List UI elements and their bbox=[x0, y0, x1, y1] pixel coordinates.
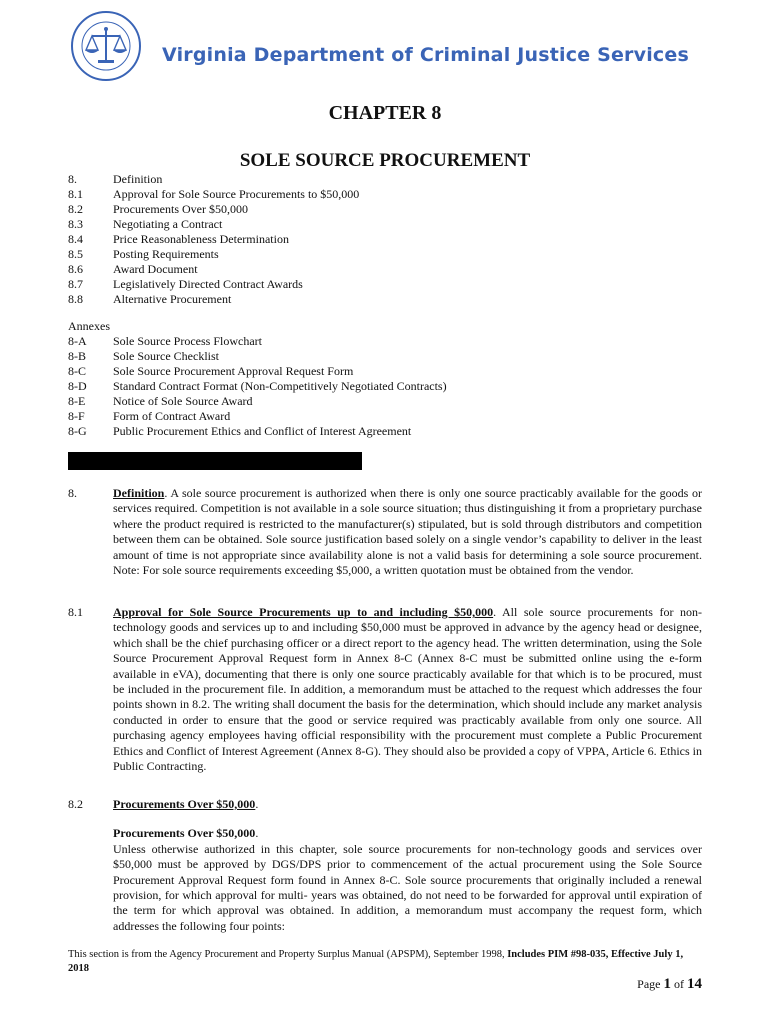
annex-number: 8-A bbox=[68, 334, 87, 348]
table-of-contents bbox=[68, 172, 359, 307]
toc-label: Procurements Over $50,000 bbox=[113, 202, 248, 216]
toc-label: Approval for Sole Source Procurements to $50,000 bbox=[113, 187, 360, 201]
toc-label: Price Reasonableness Determination bbox=[113, 232, 289, 246]
dcjs-seal-logo bbox=[70, 10, 142, 82]
toc-item bbox=[68, 277, 359, 292]
section-number: 8. bbox=[68, 486, 77, 500]
toc-label: Posting Requirements bbox=[113, 247, 219, 261]
toc-label: Definition bbox=[113, 172, 163, 186]
footer-text: This section is from the Agency Procurement and Property Surplus Manual (APSPM), September 1998, bbox=[68, 949, 508, 960]
annex-label: Sole Source Checklist bbox=[113, 349, 219, 363]
annex-item bbox=[68, 334, 447, 349]
toc-number: 8.1 bbox=[68, 187, 83, 201]
section-text: Unless otherwise authorized in this chapter, sole source procurements for non-technology goods and services over $50,000 must be approved by DGS/DPS prior to commencement of the actual procurement using the Sole Source Procurement Approval Request form found in Annex 8-C. Sole source procurements that originally included a renewal provision, for which approval for multi- years was obtained, do not need to be forwarded for approval until expiration of the term for which approval was obtained. In addition, a memorandum must accompany the request form, which addresses the following four points: bbox=[113, 841, 702, 933]
annex-number: 8-E bbox=[68, 394, 86, 408]
toc-number: 8.6 bbox=[68, 262, 83, 276]
annex-label: Notice of Sole Source Award bbox=[113, 394, 253, 408]
section-body bbox=[113, 486, 702, 578]
section-subheading-suffix: . bbox=[255, 826, 259, 841]
redaction-bar bbox=[68, 452, 362, 470]
annex-item bbox=[68, 409, 447, 424]
section-heading: Approval for Sole Source Procurements up to and including $50,000 bbox=[113, 605, 494, 619]
toc-item bbox=[68, 262, 359, 277]
section-over-50000 bbox=[68, 797, 702, 934]
annex-number: 8-C bbox=[68, 364, 86, 378]
section-text: . A sole source procurement is authorized when there is only one source practicably available for the goods or services required. Competition is not available in a sole source situation; thus distinguishing it from a proprietary purchase where the product required is restricted to the manufacturer(s) stipulated, but is sold through distributors and competition between them can be obtained. Sole source justification based solely on a single vendor’s capability to deliver in the least amount of time is not appropriate since availability alone is not a valid basis for determining a sole source procurement. Note: For sole source requirements exceeding $5,000, a written quotation must be obtained from the vendor. bbox=[113, 486, 702, 578]
annex-item bbox=[68, 364, 447, 379]
section-definition bbox=[68, 486, 702, 578]
annex-item bbox=[68, 424, 447, 439]
section-approval-to-50000 bbox=[68, 605, 702, 774]
footer-note bbox=[68, 948, 702, 976]
page-current: 1 bbox=[663, 976, 671, 992]
section-heading: Procurements Over $50,000 bbox=[113, 797, 256, 811]
toc-item bbox=[68, 202, 359, 217]
agency-name: Virginia Department of Criminal Justice Services bbox=[162, 44, 689, 66]
section-body bbox=[113, 605, 702, 774]
toc-label: Negotiating a Contract bbox=[113, 217, 223, 231]
page-total: 14 bbox=[687, 976, 702, 992]
toc-number: 8.7 bbox=[68, 277, 83, 291]
annex-number: 8-F bbox=[68, 409, 85, 423]
annex-item bbox=[68, 379, 447, 394]
annex-number: 8-D bbox=[68, 379, 87, 393]
toc-label: Award Document bbox=[113, 262, 198, 276]
toc-number: 8. bbox=[68, 172, 77, 186]
annexes-heading: Annexes bbox=[68, 319, 110, 333]
annex-label: Sole Source Procurement Approval Request Form bbox=[113, 364, 354, 378]
annex-label: Public Procurement Ethics and Conflict of Interest Agreement bbox=[113, 424, 412, 438]
annex-number: 8-B bbox=[68, 349, 86, 363]
toc-item bbox=[68, 172, 359, 187]
section-heading-suffix: . bbox=[255, 797, 259, 811]
toc-number: 8.5 bbox=[68, 247, 83, 261]
toc-item bbox=[68, 232, 359, 247]
annexes-list bbox=[68, 319, 447, 439]
annex-item bbox=[68, 349, 447, 364]
section-body bbox=[113, 797, 702, 934]
section-text: . All sole source procurements for non-technology goods and services up to and including $50,000 must be approved in advance by the agency head or designee, which shall be the chief purchasing officer or a direct report to the agency head. The written determination, using the Sole Source Procurement Approval Request form in Annex 8-C (Annex 8-C must be submitted online using the e-form available in eVA), documenting that there is only one source practicably available for that which is to be procured, must be included in the procurement file. In addition, a memorandum must be attached to the request which addresses the four points shown in 8.2. The writing shall document the basis for the determination, which should include any market analysis conducted in order to ensure that the good or service required was practicably available from only one source. All purchasing agency employees having official responsibility with the procurement must complete a Public Procurement Ethics and Conflict of Interest Agreement (Annex 8-G). They should also be provided a copy of VPPA, Article 6. Ethics in Public Contracting. bbox=[113, 605, 702, 774]
toc-item bbox=[68, 292, 359, 307]
toc-number: 8.3 bbox=[68, 217, 83, 231]
toc-number: 8.8 bbox=[68, 292, 83, 306]
chapter-heading: CHAPTER 8 bbox=[328, 102, 442, 124]
section-heading: Definition bbox=[113, 486, 165, 500]
toc-number: 8.4 bbox=[68, 232, 83, 246]
footer-bold-text: Includes PIM #98-035, Effective July 1, 2018 bbox=[68, 949, 684, 974]
annex-label: Sole Source Process Flowchart bbox=[113, 334, 262, 348]
annex-label: Form of Contract Award bbox=[113, 409, 231, 423]
annex-label: Standard Contract Format (Non-Competitively Negotiated Contracts) bbox=[113, 379, 447, 393]
toc-item bbox=[68, 187, 359, 202]
annex-item bbox=[68, 394, 447, 409]
page-middle: of bbox=[671, 977, 687, 991]
toc-item bbox=[68, 217, 359, 232]
toc-number: 8.2 bbox=[68, 202, 83, 216]
page-number bbox=[637, 976, 702, 993]
page-prefix: Page bbox=[637, 977, 664, 991]
toc-label: Legislatively Directed Contract Awards bbox=[113, 277, 303, 291]
section-number: 8.1 bbox=[68, 605, 83, 619]
document-title: SOLE SOURCE PROCUREMENT bbox=[239, 150, 531, 171]
section-subheading: Procurements Over $50,000 bbox=[113, 826, 256, 841]
annex-number: 8-G bbox=[68, 424, 87, 438]
toc-item bbox=[68, 247, 359, 262]
toc-label: Alternative Procurement bbox=[113, 292, 232, 306]
section-number: 8.2 bbox=[68, 797, 83, 811]
